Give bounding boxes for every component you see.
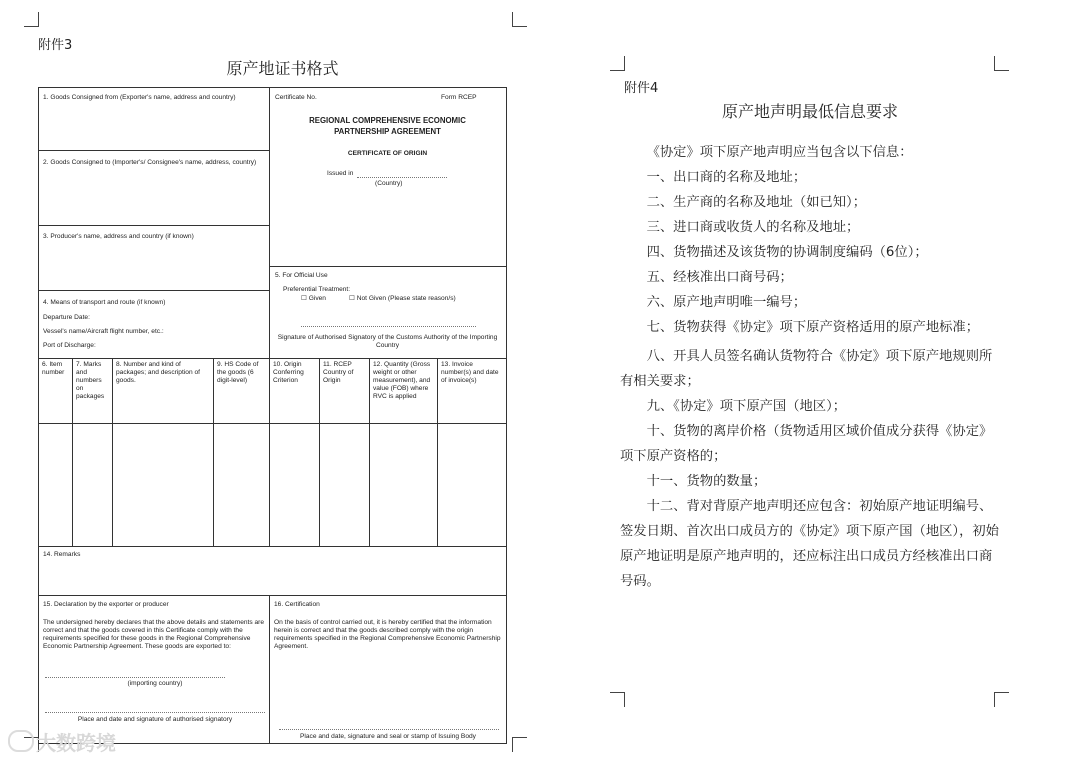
- crop-mark: [512, 12, 527, 27]
- list-item: 三、进口商或收货人的名称及地址；: [646, 220, 860, 235]
- box4-label: 4. Means of transport and route (if known): [43, 299, 166, 306]
- certificate-no-label: Certificate No.: [275, 94, 317, 101]
- authorised-signatory-caption: Place and date and signature of authorised signatory: [77, 716, 233, 723]
- port-discharge-label: Port of Discharge:: [43, 342, 96, 349]
- certificate-of-origin-heading: CERTIFICATE OF ORIGIN: [347, 150, 428, 157]
- form-code: Form RCEP: [441, 94, 477, 101]
- list-item: 九、《协定》项下原产国（地区）；: [646, 399, 847, 414]
- not-given-checkbox[interactable]: ☐ Not Given (Please state reason/s): [349, 295, 456, 302]
- col-rcep-country: 11. RCEP Country of Origin: [323, 361, 354, 384]
- importing-country-caption: (importing country): [127, 680, 183, 687]
- list-item: 八、开具人员签名确认货物符合《协定》项下原产地规则所有相关要求；: [620, 349, 993, 389]
- col-origin-criterion: 10. Origin Conferring Criterion: [273, 361, 304, 384]
- col-description: 8. Number and kind of packages; and description of goods.: [116, 361, 200, 384]
- declaration-requirements: [620, 140, 1000, 594]
- vessel-label: Vessel's name/Aircraft flight number, etc.:: [43, 328, 164, 335]
- box3-label: 3. Producer's name, address and country (if known): [43, 233, 194, 240]
- col-hs-code: 9. HS Code of the goods (6 digit-level): [217, 361, 259, 384]
- crop-mark: [24, 12, 39, 27]
- crop-mark: [994, 692, 1009, 707]
- crop-mark: [994, 56, 1009, 71]
- list-item: 十一、货物的数量；: [646, 474, 767, 489]
- box16-label: 16. Certification: [274, 601, 320, 608]
- col-item-number: 6. Item number: [42, 361, 65, 376]
- preferential-treatment-label: Preferential Treatment:: [283, 286, 351, 293]
- box16-certification-text: On the basis of control carried out, it is hereby certified that the information herein is correct and that the goods described comply with the origin requirements specified in the Regional Comprehensive Economic Partnership Agreement.: [274, 619, 501, 650]
- crop-mark: [610, 56, 625, 71]
- paragraph: 《协定》项下原产地声明应当包含以下信息：: [646, 145, 913, 160]
- certificate-form: [38, 87, 507, 744]
- box15-declaration-text: The undersigned hereby declares that the above details and statements are correct and that the goods covered in this Certificate comply with the requirements specified for these goods in the Regional Comprehensive Economic Partnership Agreement. These goods are exported to:: [43, 619, 265, 650]
- country-caption: (Country): [375, 180, 403, 187]
- col-quantity: 12. Quantity (Gross weight or other measurement), and value (FOB) where RVC is applied: [373, 361, 431, 400]
- agreement-title-line1: REGIONAL COMPREHENSIVE ECONOMIC: [309, 116, 466, 125]
- list-item: 一、出口商的名称及地址；: [646, 170, 807, 185]
- list-item: 十、货物的离岸价格（货物适用区域价值成分获得《协定》项下原产资格的；: [620, 424, 993, 464]
- col-invoice: 13. Invoice number(s) and date of invoice(s): [441, 361, 499, 384]
- crop-mark: [610, 692, 625, 707]
- list-item: 十二、背对背原产地声明还应包含：初始原产地证明编号、签发日期、首次出口成员方的《协定》项下原产国（地区），初始原产地证明是原产地声明的，还应标注出口成员方经核准出口商号码。: [620, 499, 999, 589]
- list-item: 六、原产地声明唯一编号；: [646, 295, 807, 310]
- annex-label: 附件4: [624, 81, 659, 96]
- box15-label: 15. Declaration by the exporter or producer: [43, 601, 169, 608]
- page-title: 原产地声明最低信息要求: [721, 102, 898, 121]
- crop-mark: [512, 737, 527, 752]
- given-checkbox[interactable]: ☐ Given: [301, 295, 326, 302]
- customs-signature-caption: Signature of Authorised Signatory of the Customs Authority of the Importing Country: [277, 334, 498, 349]
- issued-in-label: Issued in: [327, 170, 354, 177]
- page-title: 原产地证书格式: [226, 59, 339, 78]
- col-marks: 7. Marks and numbers on packages: [76, 361, 105, 400]
- box5-label: 5. For Official Use: [275, 272, 328, 279]
- list-item: 四、货物描述及该货物的协调制度编码（6位）；: [646, 245, 928, 260]
- box2-label: 2. Goods Consigned to (Importer's/ Consignee's name, address, country): [43, 159, 257, 166]
- watermark: 大数跨境: [36, 731, 116, 755]
- annex-label: 附件3: [38, 38, 73, 53]
- watermark-logo-icon: [8, 730, 34, 752]
- box14-label: 14. Remarks: [43, 551, 81, 558]
- issuing-body-caption: Place and date, signature and seal or stamp of Issuing Body: [300, 733, 476, 740]
- departure-date-label: Departure Date:: [43, 314, 90, 321]
- box1-label: 1. Goods Consigned from (Exporter's name, address and country): [43, 94, 236, 101]
- list-item: 二、生产商的名称及地址（如已知）；: [646, 195, 866, 210]
- list-item: 五、经核准出口商号码；: [646, 270, 793, 285]
- list-item: 七、货物获得《协定》项下原产资格适用的原产地标准；: [646, 320, 980, 335]
- agreement-title-line2: PARTNERSHIP AGREEMENT: [334, 127, 441, 136]
